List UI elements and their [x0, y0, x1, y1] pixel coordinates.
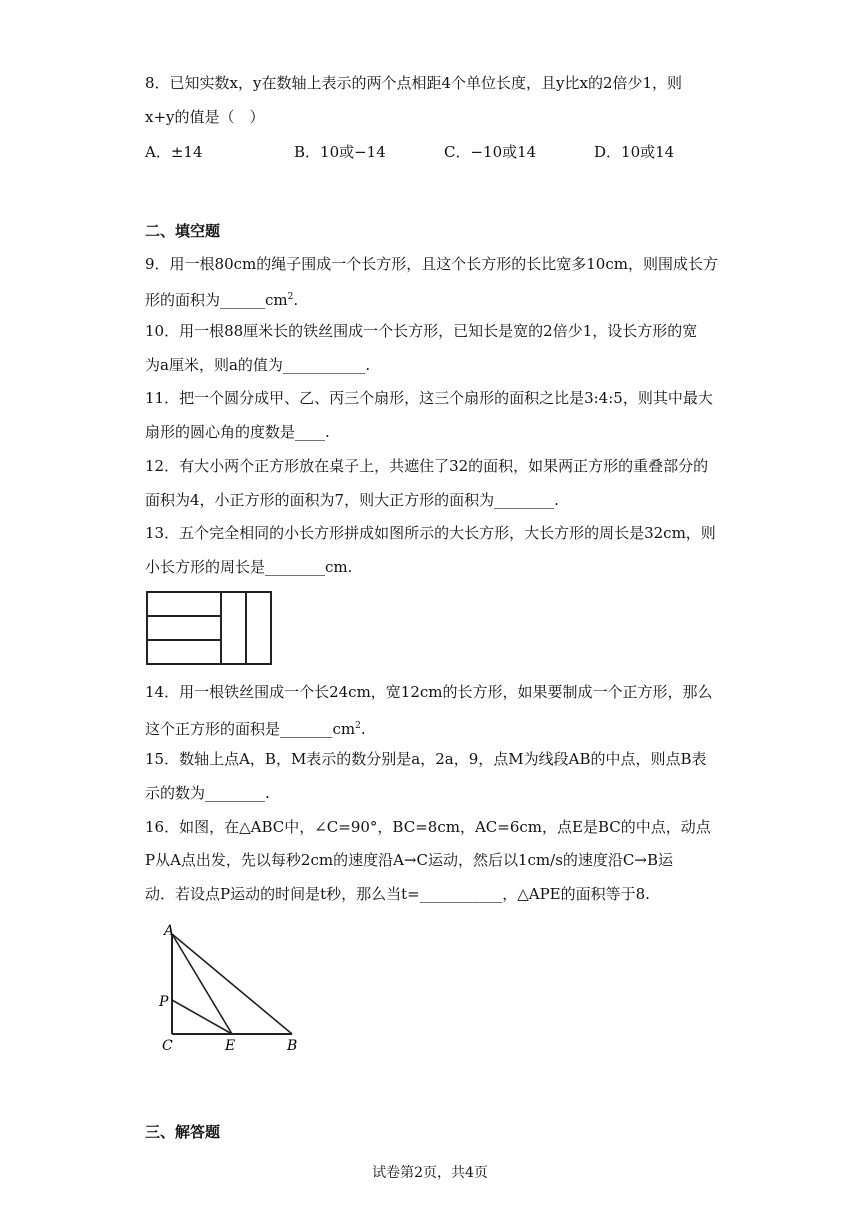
q16-line-3: 动．若设点P运动的时间是t秒，那么当t=___________，△APE的面积等于8. — [145, 885, 650, 903]
segment-pe — [172, 1000, 232, 1034]
q15-line-2: 示的数为________. — [145, 784, 270, 802]
label-e: E — [225, 1038, 236, 1054]
q9-line-1: 9．用一根80cm的绳子围成一个长方形，且这个长方形的长比宽多10cm，则围成长方 — [145, 255, 718, 273]
q16-line-1: 16．如图，在△ABC中，∠C=90°，BC=8cm，AC=6cm，点E是BC的中点，动点 — [145, 818, 711, 836]
q14-line-1: 14．用一根铁丝围成一个长24cm，宽12cm的长方形，如果要制成一个正方形，那么 — [145, 683, 713, 701]
q16-line-2: P从A点出发，先以每秒2cm的速度沿A→C运动，然后以1cm/s的速度沿C→B运 — [145, 851, 673, 869]
label-a: A — [164, 923, 175, 939]
section-heading-answer: 三、解答题 — [145, 1123, 221, 1141]
q15-line-1: 15．数轴上点A，B，M表示的数分别是a，2a，9，点M为线段AB的中点，则点B表 — [145, 750, 707, 768]
q8-line-1: 8．已知实数x，y在数轴上表示的两个点相距4个单位长度，且y比x的2倍少1，则 — [145, 74, 683, 92]
big-rectangle-outline — [147, 592, 271, 664]
q8-line-2: x+y的值是（ ） — [145, 108, 265, 126]
page-footer: 试卷第2页，共4页 — [372, 1165, 488, 1181]
q8-option-d: D．10或14 — [594, 143, 675, 161]
q11-line-1: 11．把一个圆分成甲、乙、丙三个扇形，这三个扇形的面积之比是3:4:5，则其中最大 — [145, 389, 713, 407]
label-b: B — [287, 1038, 298, 1054]
q16-triangle-figure — [150, 922, 310, 1054]
q13-line-2: 小长方形的周长是________cm. — [145, 558, 353, 576]
q10-line-2: 为a厘米，则a的值为___________. — [145, 356, 371, 374]
q10-line-1: 10．用一根88厘米长的铁丝围成一个长方形，已知长是宽的2倍少1，设长方形的宽 — [145, 322, 698, 340]
q13-line-1: 13．五个完全相同的小长方形拼成如图所示的大长方形，大长方形的周长是32cm，则 — [145, 524, 716, 542]
q12-line-2: 面积为4，小正方形的面积为7，则大正方形的面积为________. — [145, 491, 559, 509]
q11-line-2: 扇形的圆心角的度数是____. — [145, 423, 330, 441]
segment-ab — [172, 934, 292, 1034]
label-c: C — [162, 1038, 173, 1054]
q8-option-c: C．−10或14 — [444, 143, 537, 161]
q9-line-2: 形的面积为$\_\_\_\_\_\_cm^2$. — [145, 291, 299, 309]
q8-option-b: B．10或−14 — [294, 143, 386, 161]
section-heading-fill-in: 二、填空题 — [145, 222, 221, 240]
segment-ae — [172, 934, 232, 1034]
q13-rectangles-figure — [145, 590, 275, 668]
label-p: P — [159, 994, 169, 1010]
q8-option-a: A．±14 — [145, 143, 203, 161]
q12-line-1: 12．有大小两个正方形放在桌子上，共遮住了32的面积，如果两正方形的重叠部分的 — [145, 457, 709, 475]
q14-line-2: 这个正方形的面积是$\_\_\_\_\_\_\_cm^2$. — [145, 720, 366, 738]
